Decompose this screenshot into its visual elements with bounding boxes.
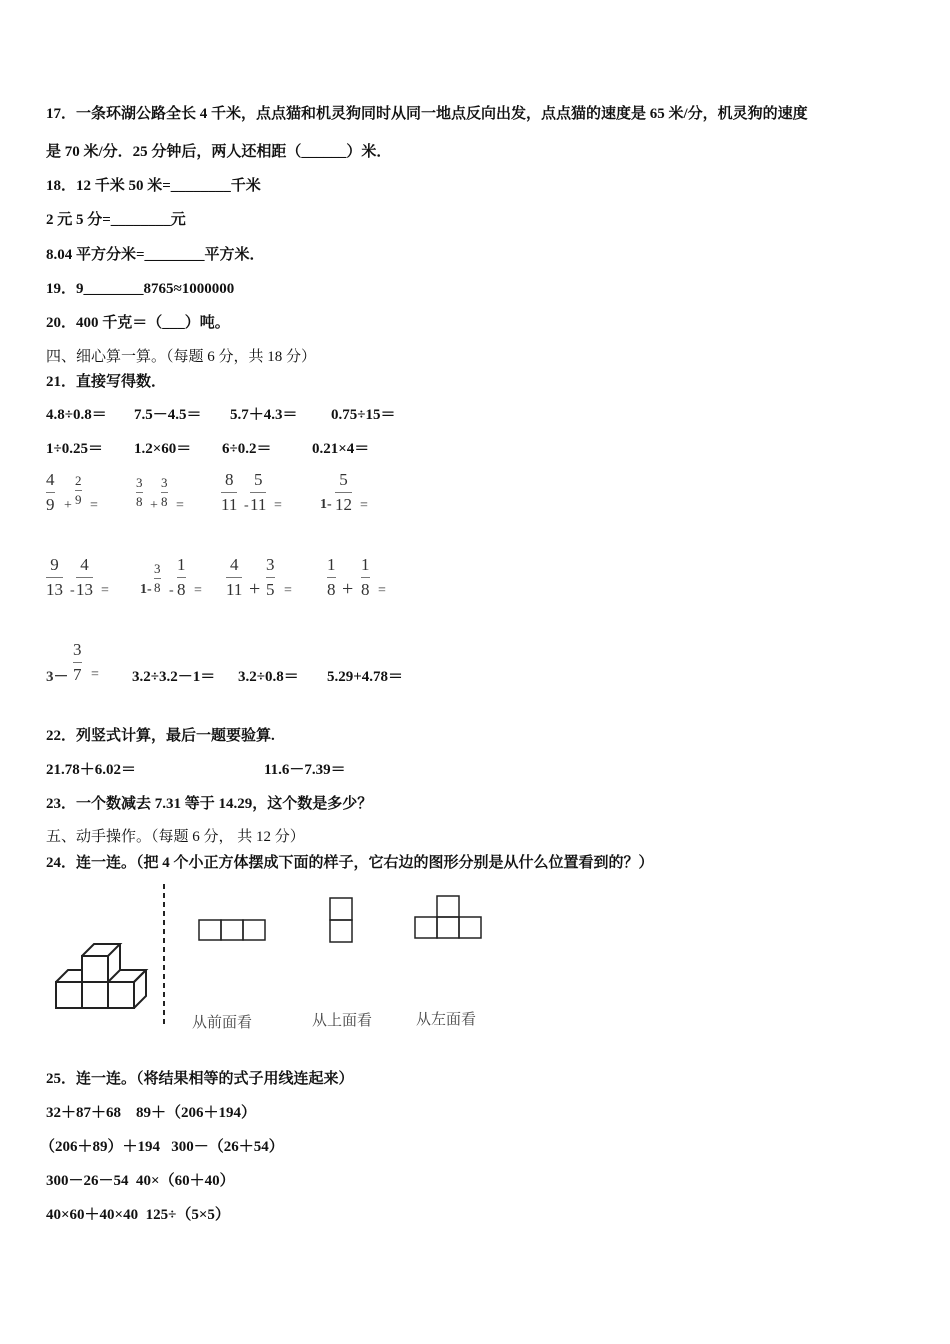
frac-r4a-1: 9 13	[46, 555, 63, 599]
q24-title: 24．连一连。（把 4 个小正方体摆成下面的样子，它右边的图形分别是从什么位置看到的？）	[46, 855, 654, 871]
eq-r3d: =	[360, 498, 368, 513]
frac-r4c-2: 3 5	[266, 555, 275, 599]
front-view-drawing	[199, 920, 265, 940]
q21-r2-d: 0.21×4＝	[312, 441, 370, 457]
section4-heading: 四、细心算一算。（每题 6 分，共 18 分）	[46, 349, 317, 365]
op-r4d: +	[342, 578, 354, 600]
frac-r4b-2: 1 8	[177, 555, 186, 599]
q21-r1-a: 4.8÷0.8＝	[46, 407, 107, 423]
frac-r4b-1: 3 8	[154, 561, 161, 595]
q21-r2-b: 1.2×60＝	[134, 441, 192, 457]
frac-r4d-2: 1 8	[361, 555, 370, 599]
top-view-drawing	[330, 898, 352, 942]
q25-row-3	[46, 1169, 235, 1190]
eq-r3b: =	[176, 498, 184, 513]
op-r4c: +	[249, 578, 261, 600]
q25-row-2	[40, 1135, 284, 1156]
q25-r1-right: 89＋（206＋194）	[136, 1105, 257, 1121]
q25-r3-right: 40×（60＋40）	[136, 1173, 235, 1189]
q22-item-2: 11.6－7.39＝	[264, 762, 346, 778]
q17-line2: 是 70 米/分．25 分钟后，两人还相距（______）米．	[46, 144, 392, 160]
frac-r3b-1: 3 8	[136, 475, 143, 509]
q25-r4-right: 125÷（5×5）	[145, 1207, 230, 1223]
frac-r4a-2: 4 13	[76, 555, 93, 599]
pre-r5: 3－	[46, 669, 69, 685]
section5-heading: 五、动手操作。（每题 6 分， 共 12 分）	[46, 829, 305, 845]
q19: 19．9________8765≈1000000	[46, 281, 235, 297]
eq-r4b: =	[194, 583, 202, 598]
eq-r4c: =	[284, 583, 292, 598]
label-top-view: 从上面看	[312, 1013, 373, 1029]
frac-r3b-2: 3 8	[161, 475, 168, 509]
frac-r3c-2: 5 11	[250, 470, 267, 514]
q21-r2-a: 1÷0.25＝	[46, 441, 103, 457]
q21-r1-d: 0.75÷15＝	[331, 407, 396, 423]
q25-r2-left: （206＋89）＋194	[40, 1139, 161, 1155]
frac-r4c-1: 4 11	[226, 555, 243, 599]
q18-line3: 8.04 平方分米=________平方米．	[46, 247, 265, 263]
op-r4a: -	[70, 583, 75, 598]
q20: 20．400 千克＝（___）吨。	[46, 315, 230, 331]
eq-r4a: =	[101, 583, 109, 598]
op-r3c: -	[244, 498, 249, 513]
q25-r3-left: 300－26－54	[46, 1173, 129, 1189]
q23: 23．一个数减去 7.31 等于 14.29，这个数是多少？	[46, 796, 373, 812]
q21-title: 21．直接写得数．	[46, 374, 167, 390]
q22-title: 22．列竖式计算，最后一题要验算.	[46, 728, 275, 744]
q18-line1: 18．12 千米 50 米=________千米	[46, 178, 261, 194]
q21-r1-c: 5.7＋4.3＝	[230, 407, 298, 423]
q25-r4-left: 40×60＋40×40	[46, 1207, 139, 1223]
q22-item-1: 21.78＋6.02＝	[46, 762, 137, 778]
op-r3b: +	[150, 498, 158, 513]
pre-r3d: 1-	[320, 497, 332, 512]
q17-line1: 17．一条环湖公路全长 4 千米，点点猫和机灵狗同时从同一地点反向出发，点点猫的速度是 65 米/分，机灵狗的速度	[46, 106, 808, 122]
q21-r5-d: 5.29+4.78＝	[327, 669, 404, 685]
q21-r1-b: 7.5－4.5＝	[134, 407, 202, 423]
eq-r3a: =	[90, 498, 98, 513]
frac-r3a-2: 2 9	[75, 473, 82, 507]
left-view-drawing	[415, 896, 481, 938]
q25-title: 25．连一连。（将结果相等的式子用线连起来）	[46, 1071, 354, 1087]
q25-r2-right: 300－（26＋54）	[171, 1139, 284, 1155]
eq-r3c: =	[274, 498, 282, 513]
q25-row-1	[46, 1101, 256, 1122]
q25-r1-left: 32＋87＋68	[46, 1105, 122, 1121]
frac-r3c-1: 8 11	[221, 470, 238, 514]
frac-r5: 3 7	[73, 640, 82, 684]
frac-r3d: 5 12	[335, 470, 352, 514]
label-left-view: 从左面看	[416, 1012, 477, 1028]
cube-stack-drawing	[56, 944, 146, 1008]
op-r3a: +	[64, 498, 72, 513]
q21-r5-b: 3.2÷3.2－1＝	[132, 669, 216, 685]
op-r4b: -	[169, 583, 174, 598]
frac-r3a-1: 4 9	[46, 470, 55, 514]
q21-r5-c: 3.2÷0.8＝	[238, 669, 299, 685]
label-front-view: 从前面看	[192, 1015, 253, 1031]
eq-r4d: =	[378, 583, 386, 598]
pre-r4b: 1-	[140, 582, 152, 597]
q25-row-4	[46, 1203, 230, 1224]
frac-r4d-1: 1 8	[327, 555, 336, 599]
q21-r2-c: 6÷0.2＝	[222, 441, 272, 457]
eq-r5: =	[91, 667, 99, 682]
q18-line2: 2 元 5 分=________元	[46, 212, 186, 228]
